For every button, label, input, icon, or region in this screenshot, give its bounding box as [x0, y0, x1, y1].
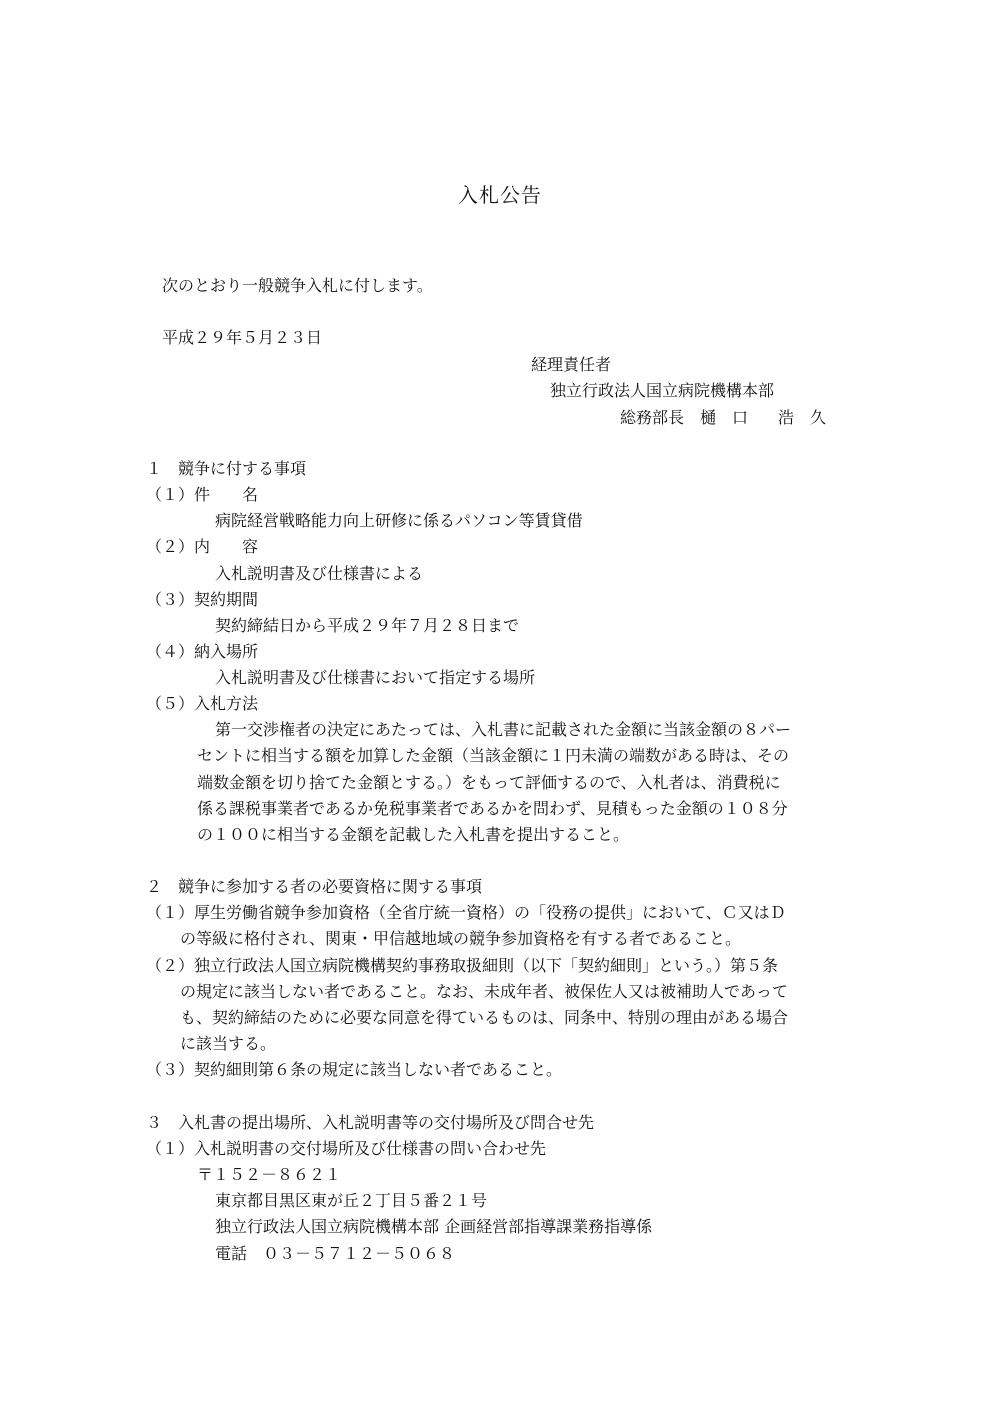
page-title: 入札公告 [458, 183, 542, 207]
s3-office: 独立行政法人国立病院機構本部 企画経営部指導課業務指導係 [215, 1217, 653, 1236]
s2-item2-line: の規定に該当しない者であること。なお、未成年者、被保佐人又は被補助人であって [180, 982, 788, 1001]
s1-item3-text: 契約締結日から平成２９年７月２８日まで [215, 616, 520, 635]
intro-text: 次のとおり一般競争入札に付します。 [162, 276, 433, 295]
s1-item5-line: 第一交渉権者の決定にあたっては、入札書に記載された金額に当該金額の８パー [215, 720, 792, 739]
s1-item5-line: 係る課税事業者であるか免税事業者であるかを問わず、見積もった金額の１０８分 [197, 799, 788, 818]
s3-postal-code: 〒１５２－８６２１ [197, 1165, 342, 1184]
s1-item4-text: 入札説明書及び仕様書において指定する場所 [215, 668, 536, 687]
s1-item5-line: の１００に相当する金額を記載した入札書を提出すること。 [197, 825, 630, 844]
s1-item2-text: 入札説明書及び仕様書による [215, 564, 424, 583]
s1-item5-line: セントに相当する額を加算した金額（当該金額に１円未満の端数がある時は、その [197, 746, 790, 765]
s1-item1-text: 病院経営戦略能力向上研修に係るパソコン等賃貸借 [215, 511, 583, 530]
s2-item3: （３）契約細則第６条の規定に該当しない者であること。 [146, 1060, 563, 1079]
s1-item4-label: （４）納入場所 [146, 642, 259, 661]
s2-item2-line: （２）独立行政法人国立病院機構契約事務取扱細則（以下「契約細則」という。）第５条 [146, 956, 779, 975]
s2-item1-line: の等級に格付され、関東・甲信越地域の競争参加資格を有する者であること。 [180, 929, 741, 948]
s2-item1-line: （１）厚生労働省競争参加資格（全省庁統一資格）の「役務の提供」において、Ｃ又はＤ [146, 903, 786, 922]
s3-phone: 電話 ０３－５７１２－５０６８ [215, 1244, 456, 1263]
signatory-name-line [620, 408, 826, 430]
signatory-org: 独立行政法人国立病院機構本部 [550, 381, 775, 400]
section2-heading: ２ 競争に参加する者の必要資格に関する事項 [146, 877, 483, 896]
signatory-given-name: 浩 久 [778, 408, 827, 427]
s2-item2-line: も、契約締結のために必要な同意を得ているものは、同条中、特別の理由がある場合 [180, 1008, 789, 1027]
signatory-role: 経理責任者 [531, 355, 612, 374]
signatory-family-name: 樋 口 [700, 408, 749, 427]
signatory-position: 総務部長 [620, 408, 685, 427]
section3-heading: ３ 入札書の提出場所、入札説明書等の交付場所及び問合せ先 [146, 1113, 595, 1132]
s1-item2-label: （２）内 容 [146, 537, 259, 556]
s1-item5-line: 端数金額を切り捨てた金額とする。）をもって評価するので、入札者は、消費税に [197, 773, 781, 792]
s1-item1-label: （１）件 名 [146, 485, 259, 504]
s3-address: 東京都目黒区東が丘２丁目５番２１号 [215, 1191, 488, 1210]
section1-heading: １ 競争に付する事項 [146, 459, 307, 478]
s2-item2-line: に該当する。 [180, 1034, 277, 1053]
s1-item3-label: （３）契約期間 [146, 590, 259, 609]
notice-date: 平成２９年５月２３日 [162, 328, 323, 347]
s3-item1-label: （１）入札説明書の交付場所及び仕様書の問い合わせ先 [146, 1139, 547, 1158]
s1-item5-label: （５）入札方法 [146, 694, 259, 713]
